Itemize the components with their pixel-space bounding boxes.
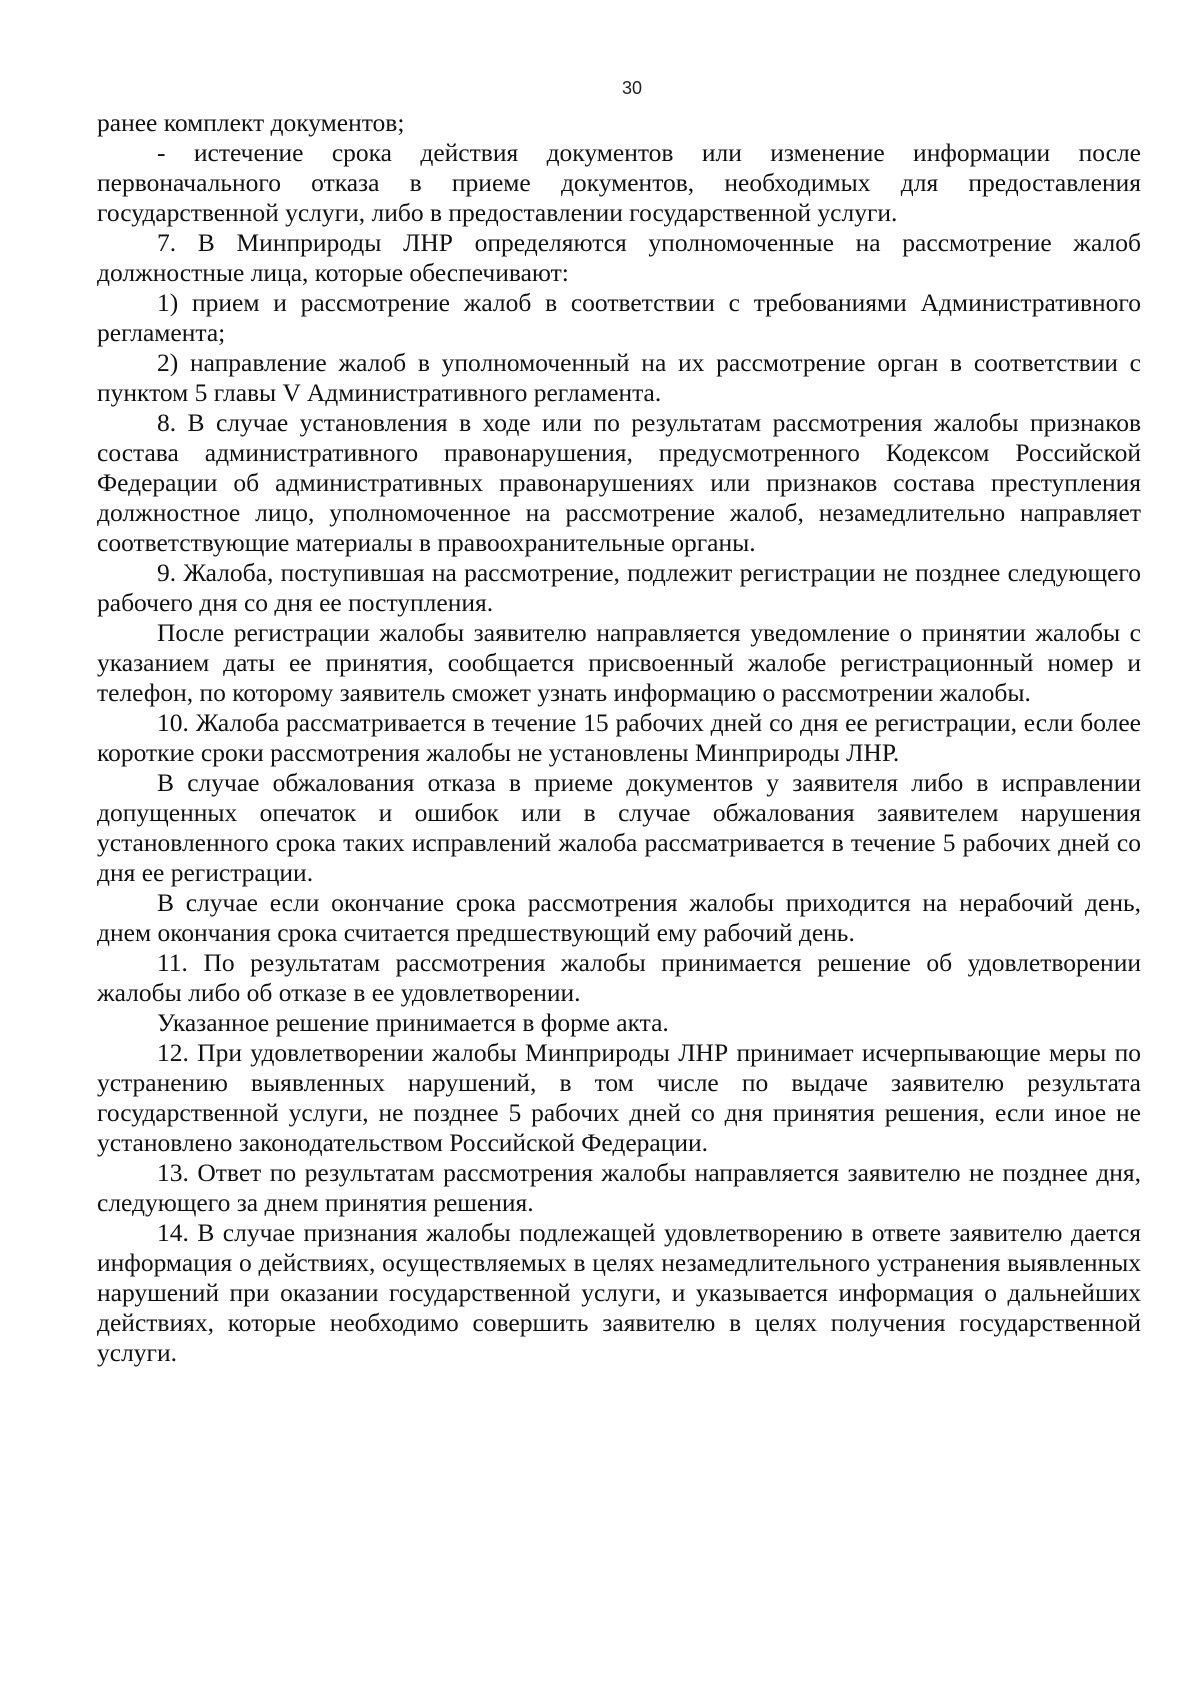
paragraph: 11. По результатам рассмотрения жалобы принимается решение об удовлетворении жалобы либо об отказе в ее удовлетворении. bbox=[97, 948, 1141, 1007]
paragraph: После регистрации жалобы заявителю направляется уведомление о принятии жалобы с указанием даты ее принятия, сообщается присвоенный жалобе регистрационный номер и телефон, по которому заявитель сможет узнать информацию о рассмотрении жалобы. bbox=[97, 618, 1141, 707]
paragraph: 13. Ответ по результатам рассмотрения жалобы направляется заявителю не позднее дня, следующего за днем принятия решения. bbox=[97, 1158, 1141, 1217]
paragraph: 1) прием и рассмотрение жалоб в соответствии с требованиями Административного регламента; bbox=[97, 288, 1141, 347]
paragraph: 2) направление жалоб в уполномоченный на их рассмотрение орган в соответствии с пунктом 5 главы V Административного регламента. bbox=[97, 348, 1141, 407]
paragraph: - истечение срока действия документов или изменение информации после первоначального отказа в приеме документов, необходимых для предоставления государственной услуги, либо в предоставлении государственной услуги. bbox=[97, 138, 1141, 227]
paragraph: В случае обжалования отказа в приеме документов у заявителя либо в исправлении допущенных опечаток и ошибок или в случае обжалования заявителем нарушения установленного срока таких исправлений жалоба рассматривается в течение 5 рабочих дней со дня ее регистрации. bbox=[97, 768, 1141, 887]
paragraph: 7. В Минприроды ЛНР определяются уполномоченные на рассмотрение жалоб должностные лица, которые обеспечивают: bbox=[97, 228, 1141, 287]
paragraph: Указанное решение принимается в форме акта. bbox=[157, 1008, 669, 1037]
paragraph: 8. В случае установления в ходе или по результатам рассмотрения жалобы признаков состава административного правонарушения, предусмотренного Кодексом Российской Федерации об административных правонарушениях или признаков состава преступления должностное лицо, уполномоченное на рассмотрение жалоб, незамедлительно направляет соответствующие материалы в правоохранительные органы. bbox=[97, 408, 1141, 557]
document-body bbox=[97, 108, 1141, 1368]
paragraph: 14. В случае признания жалобы подлежащей удовлетворению в ответе заявителю дается информация о действиях, осуществляемых в целях незамедлительного устранения выявленных нарушений при оказании государственной услуги, и указывается информация о дальнейших действиях, которые необходимо совершить заявителю в целях получения государственной услуги. bbox=[97, 1218, 1141, 1367]
paragraph: 10. Жалоба рассматривается в течение 15 рабочих дней со дня ее регистрации, если более короткие сроки рассмотрения жалобы не установлены Минприроды ЛНР. bbox=[97, 708, 1141, 767]
paragraph: 12. При удовлетворении жалобы Минприроды ЛНР принимает исчерпывающие меры по устранению выявленных нарушений, в том числе по выдаче заявителю результата государственной услуги, не позднее 5 рабочих дней со дня принятия решения, если иное не установлено законодательством Российской Федерации. bbox=[97, 1038, 1141, 1157]
page-number: 30 bbox=[621, 78, 643, 98]
paragraph: В случае если окончание срока рассмотрения жалобы приходится на нерабочий день, днем окончания срока считается предшествующий ему рабочий день. bbox=[97, 888, 1141, 947]
paragraph: 9. Жалоба, поступившая на рассмотрение, подлежит регистрации не позднее следующего рабочего дня со дня ее поступления. bbox=[97, 558, 1141, 617]
paragraph: ранее комплект документов; bbox=[97, 108, 405, 137]
